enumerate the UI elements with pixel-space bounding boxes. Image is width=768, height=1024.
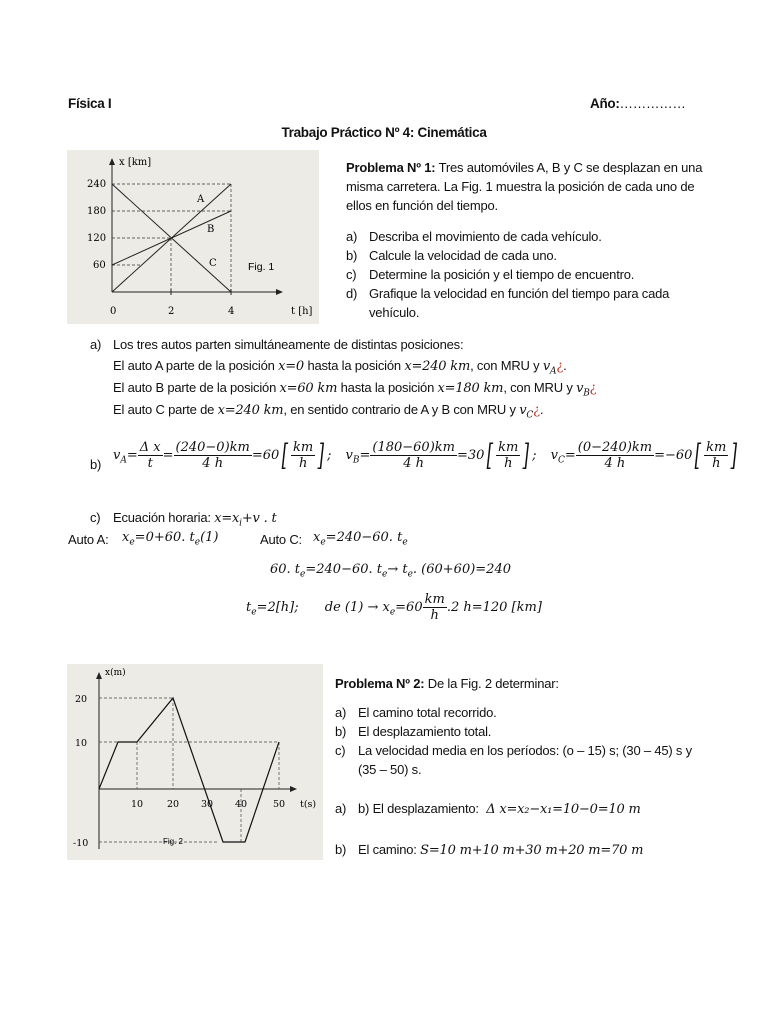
velocity-symbol: $v_C$ [519,403,534,421]
answer1-c-key: c) [90,510,101,525]
encounter-result: $t_e=2[h]$; de $(1) \to x_e=60$ $\frac{km}{h}$ .2 h=120 [km] [246,592,542,623]
question-text: vehículo. [369,305,420,320]
velocity-symbol: $v_B$ [576,381,590,399]
answer2-b-equation: S=10 m+10 m+30 m+20 m=70 m [420,843,644,858]
fig1-xtick-2: 2 [168,306,175,317]
question-text: Determine la posición y el tiempo de encuentro. [369,267,635,282]
year-dots: …………… [619,96,686,111]
problem2-intro [335,674,559,693]
question-key: b) [335,724,347,739]
fig2-ylabel: x(m) [105,668,126,678]
encounter-equation: 60. $t_e=240-60$. $t_e\to t_e$. (60+60)=240 [270,562,511,580]
vB-equation: $v_B=$ $\frac{(180-60)km}{4 h}$ =30[ $\frac{km}{h}$ ] ; [345,437,537,473]
figure-2-plot [67,664,323,860]
math: x=60 km [279,381,338,396]
figure-1-plot [67,150,319,324]
year-field [590,96,686,111]
fig1-caption: Fig. 1 [248,261,275,273]
text: El auto A parte de la posición [113,358,275,373]
math: x=240 km [404,359,471,374]
answer1-a-carC [113,400,543,426]
question-key: c) [335,743,346,758]
error-mark: ¿ [533,403,540,418]
course-name: Física I [68,96,112,111]
autoC-label: Auto C: [260,532,302,547]
answer2-b-label: El camino: [358,842,417,857]
period: . [563,358,567,373]
fig2-xlabel: t(s) [300,799,317,810]
fig2-xtick-40: 40 [235,799,248,810]
fig2-caption: Fig. 2 [163,837,184,846]
text: hasta la posición [307,358,401,373]
answer2-b [358,840,643,860]
fig1-ytick-180: 180 [87,206,107,217]
problem1-intro-line3: ellos en función del tiempo. [346,198,498,213]
fig2-ytick-m10: -10 [73,838,89,849]
text: , con MRU y [470,358,540,373]
fig2-xtick-10: 10 [131,799,144,810]
math: x=0 [278,359,305,374]
fig1-xtick-0: 0 [110,306,117,317]
autoC-equation: $x_e=240-60$. $t_e$ [313,530,408,548]
question-text: Grafique la velocidad en función del tiempo para cada [369,286,670,301]
answer1-b-equations [113,437,740,473]
fig2-ytick-20: 20 [75,694,88,705]
answer1-a-key: a) [90,337,102,352]
question-text: Describa el movimiento de cada vehículo. [369,229,602,244]
question-text: Calcule la velocidad de cada uno. [369,248,557,263]
problem1-intro [346,158,706,215]
vA-equation: $v_A=$ $\frac{\text{Δ x}}{t}$ = $\frac{(240-0)km}{4 h}$ =60[ $\frac{km}{h}$ ] ; [113,437,332,473]
problem1-intro-line1: Tres automóviles A, B y C se desplazan en una [438,160,703,175]
problem1-heading: Problema Nº 1: [346,160,436,175]
error-mark: ¿ [589,381,597,396]
answer1-c-label: Ecuación horaria: $x=x_i+v$ . t [113,510,277,529]
fig1-label-c: C [209,258,217,269]
fig1-ytick-60: 60 [93,260,106,271]
answer1-b-key: b) [90,457,102,472]
fig1-ylabel: x [km] [119,157,152,168]
error-mark: ¿ [556,359,564,374]
answer2-a-key: a) [335,801,347,816]
fig2-ytick-10: 10 [75,738,88,749]
answer2-a [358,799,641,819]
autoA-equation: $x_e=0+60$. $t_e(1)$ [122,530,219,548]
problem1-intro-line2: misma carretera. La Fig. 1 muestra la posición de cada uno de [346,179,695,194]
question-key: a) [335,705,347,720]
year-label: Año: [590,96,620,111]
page-title: Trabajo Práctico Nº 4: Cinemática [281,125,487,140]
vC-equation: $v_C=$ $\frac{(0-240)km}{4 h}$ =−60[ $\frac{km}{h}$ ] [550,437,738,473]
velocity-symbol: $v_A$ [542,359,557,377]
period: . [539,402,544,417]
text: , con MRU y [503,380,573,395]
fig1-ytick-120: 120 [87,233,107,244]
problem2-heading: Problema Nº 2: [335,676,425,691]
fig1-xlabel: t [h] [291,306,313,317]
fig2-position-path [99,698,279,842]
question-text: El camino total recorrido. [358,705,497,720]
fig1-xtick-4: 4 [228,306,235,317]
autoA-label: Auto A: [68,532,109,547]
question-text: El desplazamiento total. [358,724,492,739]
fig1-label-a: A [197,194,205,205]
question-key: b) [346,248,358,263]
question-key: a) [346,229,358,244]
fig1-label-b: B [207,224,215,235]
answer1-a-intro: Los tres autos parten simultáneamente de distintas posiciones: [113,337,464,352]
question-key: c) [346,267,357,282]
question-text: La velocidad media en los períodos: (o – 15) s; (30 – 45) s y [358,743,692,758]
fig2-xtick-30: 30 [201,799,214,810]
answer2-a-label: b) El desplazamiento: [358,801,479,816]
problem2-intro-text: De la Fig. 2 determinar: [427,676,559,691]
math: x=180 km [437,381,504,396]
figure-1 [67,150,319,324]
text: El auto B parte de la posición [113,380,277,395]
figure-2 [67,664,323,860]
question-key: d) [346,286,358,301]
answer2-a-equation: Δ x=x₂−x₁=10−0=10 m [486,802,641,817]
text: El auto C parte de [113,402,215,417]
answer2-b-key: b) [335,842,347,857]
question-text: (35 – 50) s. [358,762,422,777]
text: hasta la posición [340,380,435,395]
fig2-xtick-20: 20 [167,799,180,810]
math: x=240 km [217,403,284,418]
fig2-xtick-50: 50 [273,799,286,810]
text: , en sentido contrario de A y B con MRU y [283,402,516,417]
fig1-ytick-240: 240 [87,179,107,190]
